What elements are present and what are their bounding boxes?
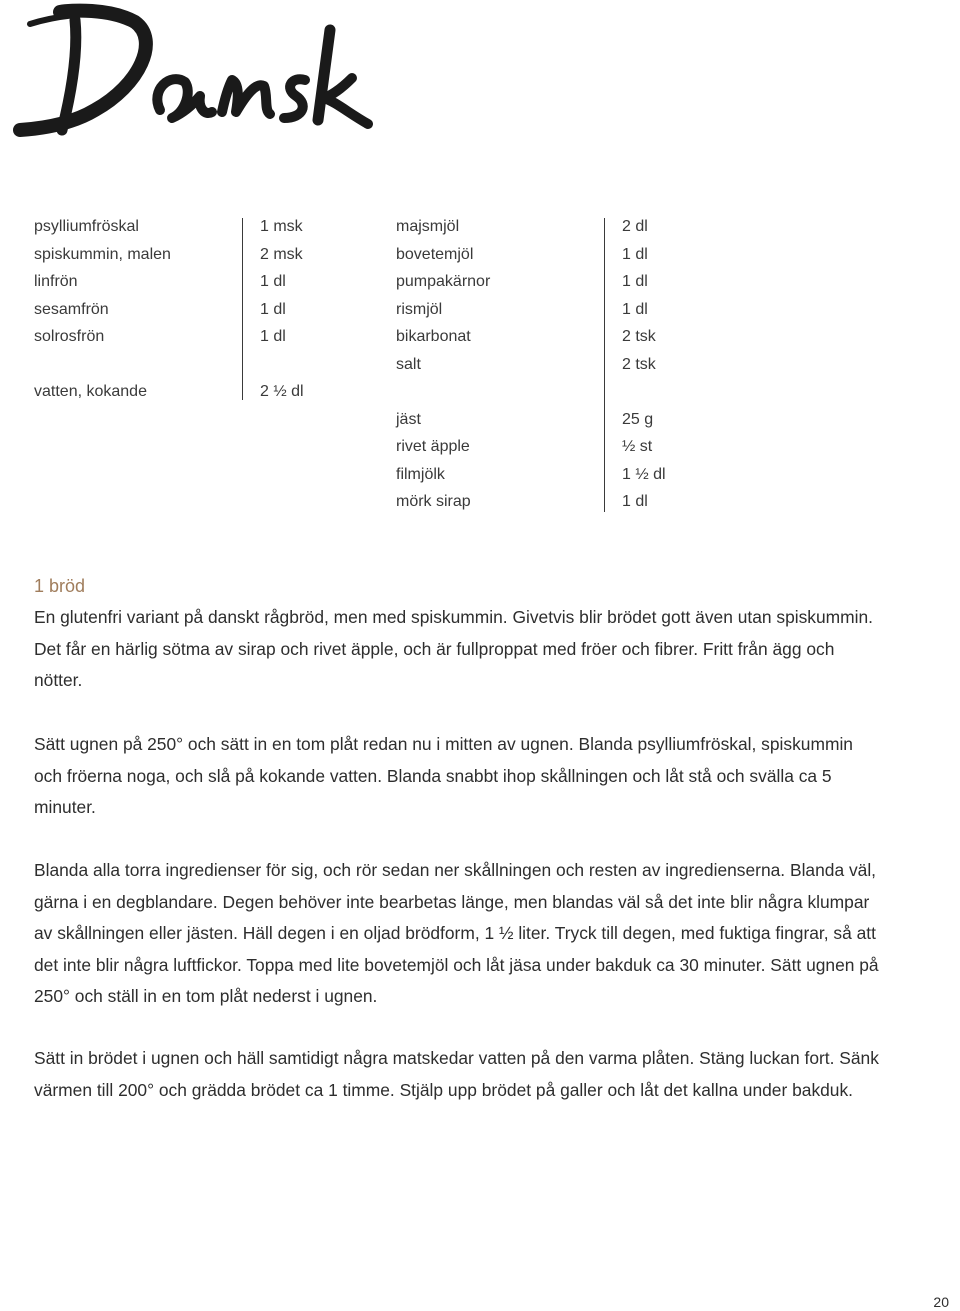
ingredient-row: [0, 379, 960, 406]
ingredient-name: linfrön: [34, 273, 78, 290]
ingredient-name: bikarbonat: [396, 328, 471, 345]
page-number: 20: [933, 1294, 949, 1310]
ingredient-name: jäst: [396, 410, 421, 428]
ingredient-quantity: 2 ½ dl: [260, 383, 304, 400]
instruction-step-1: Sätt ugnen på 250° och sätt in en tom plåt redan nu i mitten av ugnen. Blanda psylliumfröskal, spiskummin och fröerna noga, och slå på kokande vatten. Blanda snabbt ihop skållningen och låt stå och svälla ca 5 minuter.: [34, 734, 853, 817]
ingredient-row: [0, 214, 960, 241]
ingredient-row: [0, 407, 960, 434]
brush-lettering-dansk: [0, 0, 400, 150]
ingredient-quantity: 1 dl: [622, 273, 648, 290]
ingredient-name: vatten, kokande: [34, 383, 147, 400]
ingredient-name: majsmjöl: [396, 218, 460, 235]
ingredient-name: psylliumfröskal: [34, 218, 139, 235]
ingredient-name: pumpakärnor: [396, 273, 491, 290]
ingredient-quantity: ½ st: [622, 438, 653, 455]
ingredient-quantity: 1 dl: [260, 328, 286, 345]
recipe-intro: En glutenfri variant på danskt rågbröd, men med spiskummin. Givetvis blir brödet gott även utan spiskummin. Det får en härlig sötma av sirap och rivet äpple, och är fullproppat med fröer och fibrer. Fritt från ägg och nötter.: [34, 607, 874, 690]
ingredient-row: [0, 434, 960, 461]
ingredient-quantity: 2 msk: [260, 245, 303, 263]
ingredient-quantity: 1 dl: [260, 300, 286, 318]
ingredient-name: rismjöl: [396, 300, 443, 318]
ingredient-quantity: 1 dl: [260, 273, 286, 290]
ingredient-row: [0, 269, 960, 296]
ingredient-quantity: 1 msk: [260, 218, 303, 235]
ingredients-table: [0, 214, 960, 514]
ingredient-name: mörk sirap: [396, 493, 471, 510]
ingredient-quantity: 25 g: [622, 410, 654, 428]
ingredient-name: solrosfrön: [34, 328, 105, 345]
ingredient-row: [0, 352, 960, 379]
instruction-step-3: Sätt in brödet i ugnen och häll samtidigt några matskedar vatten på den varma plåten. Stäng luckan fort. Sänk värmen till 200° och grädda brödet ca 1 timme. Stjälp upp brödet på galler och låt det kallna under bakduk.: [34, 1048, 879, 1100]
ingredient-quantity: 1 dl: [622, 493, 648, 510]
logo-dansk: [0, 0, 845, 185]
ingredient-quantity: 2 tsk: [622, 355, 656, 373]
recipe-yield: 1 bröd: [34, 576, 86, 596]
ingredient-name: bovetemjöl: [396, 245, 474, 263]
ingredient-quantity: 2 dl: [622, 218, 648, 235]
ingredient-name: rivet äpple: [396, 438, 470, 455]
ingredient-row: [0, 297, 960, 324]
instruction-step-2: Blanda alla torra ingredienser för sig, och rör sedan ner skållningen och resten av ingredienserna. Blanda väl, gärna i en degblandare. Degen behöver inte bearbetas länge, men blandas väl så det inte blir några klumpar av skållningen eller jästen. Häll degen i en oljad brödform, 1 ½ liter. Tryck till degen, med fuktiga fingrar, så att det inte blir några luftfickor. Toppa med lite bovetemjöl och låt jäsa under bakduk ca 30 minuter. Sätt ugnen på 250° och ställ in en tom plåt nederst i ugnen.: [34, 860, 879, 1006]
ingredient-quantity: 2 tsk: [622, 328, 656, 345]
ingredient-quantity: 1 dl: [622, 300, 648, 318]
ingredient-row: [0, 462, 960, 489]
ingredient-name: sesamfrön: [34, 300, 109, 318]
ingredient-name: salt: [396, 355, 421, 373]
ingredient-name: spiskummin, malen: [34, 245, 171, 263]
ingredient-row: [0, 242, 960, 269]
ingredient-row: [0, 324, 960, 351]
ingredient-name: filmjölk: [396, 465, 445, 483]
ingredient-quantity: 1 ½ dl: [622, 465, 666, 483]
ingredient-quantity: 1 dl: [622, 245, 648, 263]
ingredient-row: [0, 489, 960, 516]
